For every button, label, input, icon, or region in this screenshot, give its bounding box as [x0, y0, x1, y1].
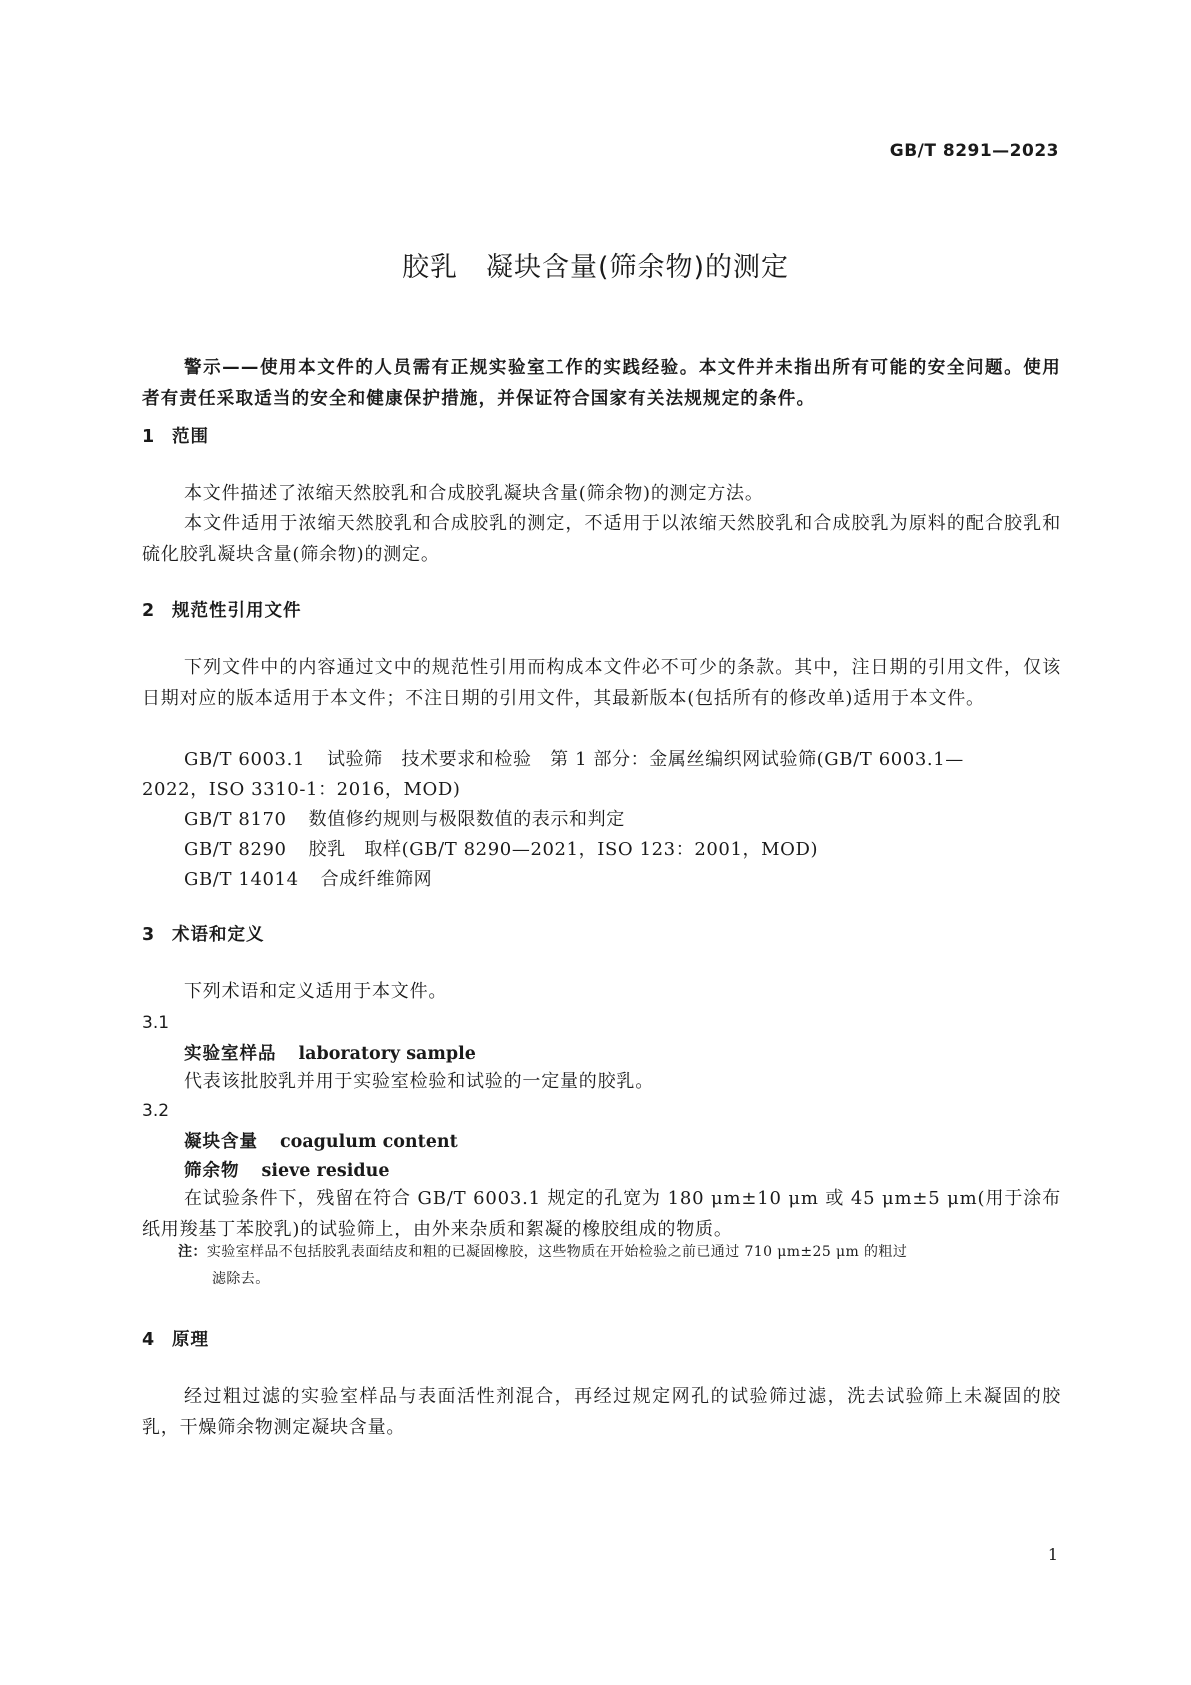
clause-number: 3.2	[142, 1101, 170, 1121]
reference-code: GB/T 14014	[184, 869, 299, 890]
section-1-heading	[142, 423, 209, 448]
term-zh: 凝块含量	[184, 1132, 258, 1152]
section-number: 2	[142, 601, 156, 621]
reference-title: 胶乳 取样(GB/T 8290—2021，ISO 123：2001，MOD)	[308, 839, 819, 860]
reference-item	[184, 865, 432, 891]
term-zh: 筛余物	[184, 1161, 240, 1181]
section-3-heading	[142, 921, 265, 946]
section-number: 4	[142, 1330, 156, 1350]
section-title: 规范性引用文件	[172, 601, 302, 621]
paragraph: 经过粗过滤的实验室样品与表面活性剂混合，再经过规定网孔的试验筛过滤，洗去试验筛上未凝固的胶乳，干燥筛余物测定凝块含量。	[142, 1386, 1061, 1438]
reference-title: 合成纤维筛网	[320, 869, 433, 890]
section-title: 范围	[172, 427, 209, 447]
term-en: laboratory sample	[298, 1044, 476, 1064]
reference-item	[184, 805, 625, 831]
note-text-continued: 滤除去。	[212, 1271, 270, 1287]
term-entry	[184, 1040, 476, 1065]
paragraph: 本文件适用于浓缩天然胶乳和合成胶乳的测定，不适用于以浓缩天然胶乳和合成胶乳为原料的配合胶乳和硫化胶乳凝块含量(筛余物)的测定。	[142, 513, 1061, 565]
section-number: 1	[142, 427, 156, 447]
safety-warning: 警示——使用本文件的人员需有正规实验室工作的实践经验。本文件并未指出所有可能的安全问题。使用者有责任采取适当的安全和健康保护措施，并保证符合国家有关法规规定的条件。	[142, 358, 1061, 409]
note	[178, 1239, 1061, 1293]
section-title: 原理	[172, 1330, 209, 1350]
clause-number: 3.1	[142, 1013, 170, 1033]
reference-continuation: 2022，ISO 3310-1：2016，MOD)	[142, 779, 461, 800]
reference-title: 试验筛 技术要求和检验 第 1 部分：金属丝编织网试验筛(GB/T 6003.1—	[326, 749, 964, 770]
reference-title: 数值修约规则与极限数值的表示和判定	[308, 809, 625, 830]
reference-item	[184, 745, 964, 771]
definition: 在试验条件下，残留在符合 GB/T 6003.1 规定的孔宽为 180 μm±10 μm 或 45 μm±5 μm(用于涂布纸用羧基丁苯胶乳)的试验筛上，由外来杂质和絮凝的橡胶组成的物质。	[142, 1188, 1061, 1240]
section-2-heading	[142, 597, 302, 622]
document-title: 胶乳 凝块含量(筛余物)的测定	[401, 252, 790, 283]
term-entry-synonym	[184, 1157, 389, 1182]
paragraph: 下列文件中的内容通过文中的规范性引用而构成本文件必不可少的条款。其中，注日期的引用文件，仅该日期对应的版本适用于本文件；不注日期的引用文件，其最新版本(包括所有的修改单)适用于本文件。	[142, 657, 1061, 709]
reference-item	[184, 835, 818, 861]
term-en: sieve residue	[261, 1161, 390, 1181]
paragraph: 本文件描述了浓缩天然胶乳和合成胶乳凝块含量(筛余物)的测定方法。	[184, 483, 764, 504]
note-text: 实验室样品不包括胶乳表面结皮和粗的已凝固橡胶，这些物质在开始检验之前已通过 710 μm±25 μm 的粗过	[206, 1244, 908, 1260]
reference-code: GB/T 6003.1	[184, 749, 305, 770]
definition: 代表该批胶乳并用于实验室检验和试验的一定量的胶乳。	[184, 1071, 654, 1092]
section-number: 3	[142, 925, 156, 945]
section-4-heading	[142, 1326, 209, 1351]
note-label: 注：	[178, 1244, 207, 1260]
page-number: 1	[1047, 1545, 1058, 1564]
term-zh: 实验室样品	[184, 1044, 277, 1064]
standard-number: GB/T 8291—2023	[889, 141, 1059, 161]
paragraph: 下列术语和定义适用于本文件。	[184, 981, 448, 1002]
reference-code: GB/T 8290	[184, 839, 287, 860]
term-en: coagulum content	[280, 1132, 458, 1152]
term-entry	[184, 1128, 458, 1153]
section-title: 术语和定义	[172, 925, 265, 945]
reference-code: GB/T 8170	[184, 809, 287, 830]
